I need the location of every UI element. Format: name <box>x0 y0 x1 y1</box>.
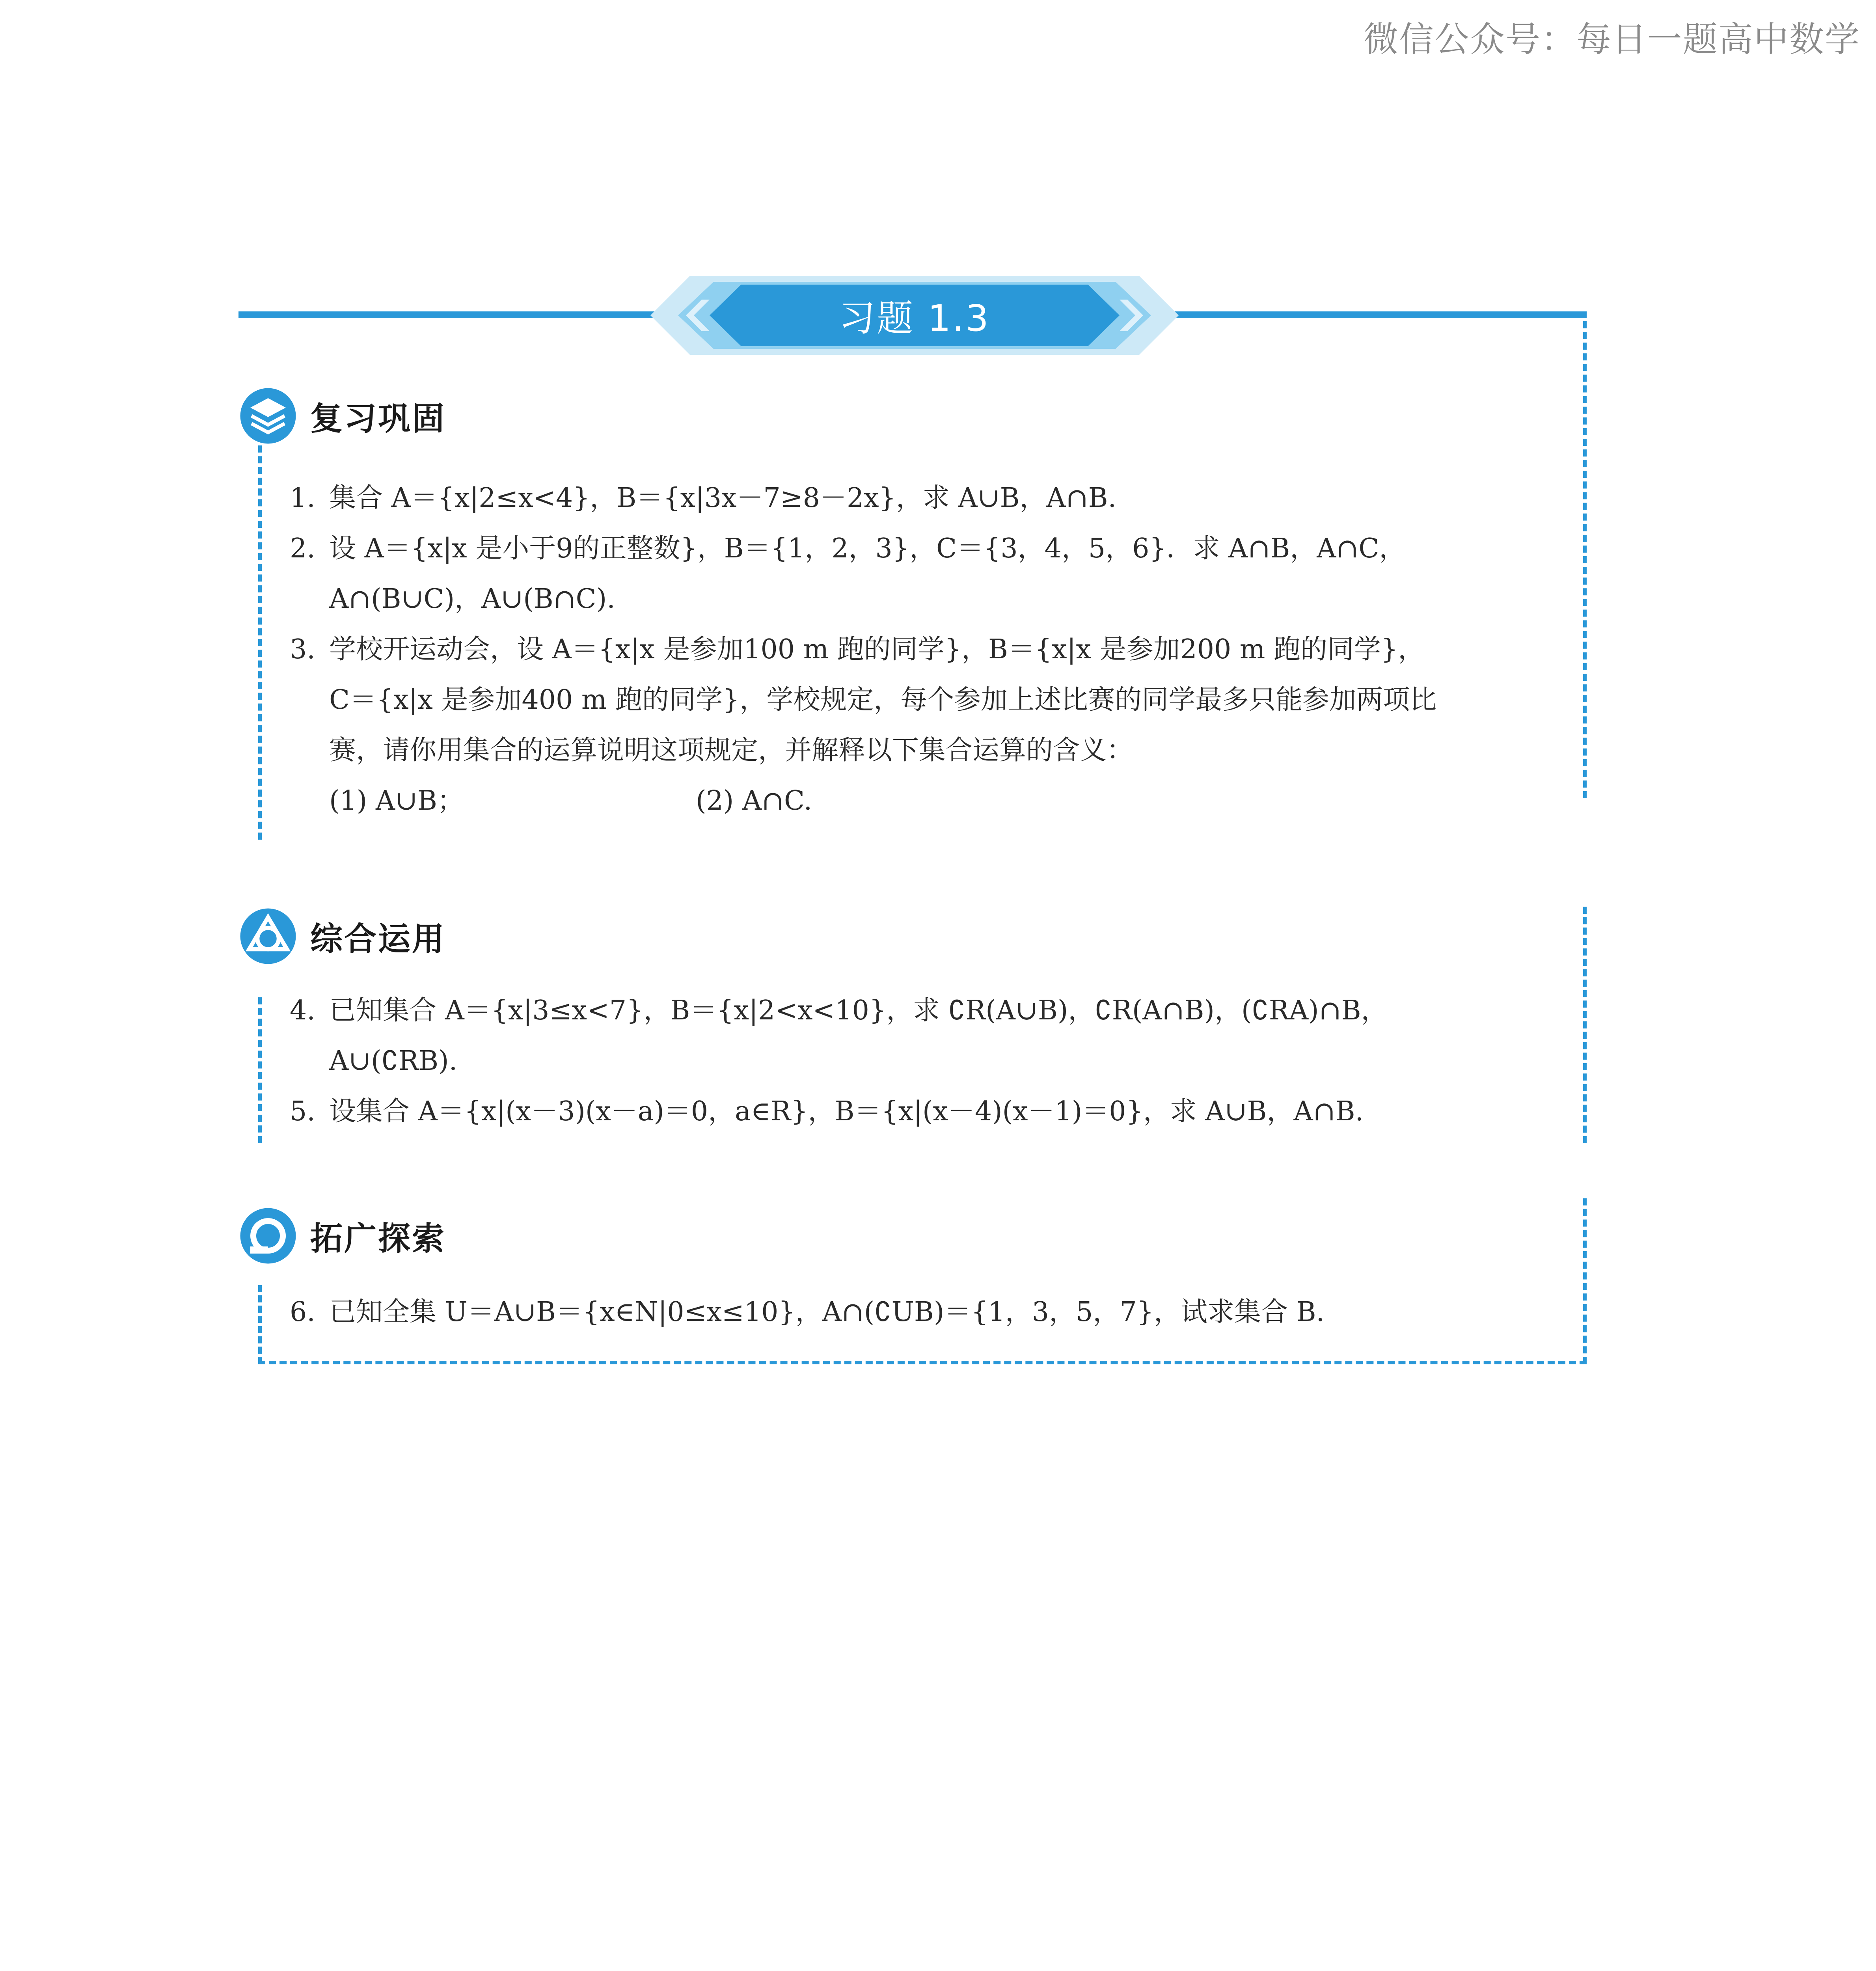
exercise-title: 习题 1.3 <box>839 297 990 339</box>
section-title: 综合运用 <box>310 920 446 958</box>
section-header <box>238 1206 446 1265</box>
header-banner <box>650 276 1179 355</box>
section-header <box>238 907 446 966</box>
box-bottom-border <box>258 1361 1587 1364</box>
section-header <box>238 386 446 445</box>
problem-list <box>290 1287 1571 1338</box>
problem-item: 6. 已知全集 U＝A∪B＝{x∈N|0≤x≤10}，A∩(∁UB)＝{1，3，5，7}，试求集合 B. <box>290 1297 1325 1328</box>
section-application <box>258 907 1587 1143</box>
section-title: 复习巩固 <box>310 400 446 438</box>
problem-item: 2. 设 A＝{x|x 是小于9的正整数}，B＝{1，2，3}，C＝{3，4，5，6}．求 A∩B，A∩C， A∩(B∪C)，A∪(B∩C). <box>290 533 1406 615</box>
problem-item: 4. 已知集合 A＝{x|3≤x<7}，B＝{x|2<x<10}，求 ∁R(A∪B)，∁R(A∩B)，(∁RA)∩B， A∪(∁RB). <box>290 995 1388 1077</box>
section-review <box>258 355 1587 840</box>
section-exploration <box>258 1198 1587 1364</box>
triangle-circle-icon <box>238 907 298 966</box>
problem-item: 5. 设集合 A＝{x|(x－3)(x－a)＝0，a∈R}，B＝{x|(x－4)(x－1)＝0}，求 A∪B，A∩B. <box>290 1096 1364 1127</box>
subparts: (1) A∪B； (2) A∩C. <box>329 785 812 816</box>
problem-list <box>290 986 1571 1137</box>
header-rule-right <box>1161 311 1587 318</box>
problem-list <box>290 473 1571 826</box>
header-rule-left <box>238 311 668 318</box>
section-title: 拓广探索 <box>310 1220 446 1257</box>
problem-item: 3. 学校开运动会，设 A＝{x|x 是参加100 m 跑的同学}，B＝{x|x 是参加200 m 跑的同学}， C＝{x|x 是参加400 m 跑的同学}，学校规定，每个参加上述比赛的同学最多只能参加两项比 赛，请你用集合的运算说明这项规定，并解释以下集合运算的含义： (1) A∪B； (2) A∩C. <box>290 624 1571 826</box>
layers-icon <box>238 386 298 445</box>
watermark-text: 微信公众号：每日一题高中数学 <box>1363 19 1860 60</box>
ring-icon <box>238 1206 298 1265</box>
problem-item: 1. 集合 A＝{x|2≤x<4}，B＝{x|3x－7≥8－2x}，求 A∪B，A∩B. <box>290 483 1117 514</box>
